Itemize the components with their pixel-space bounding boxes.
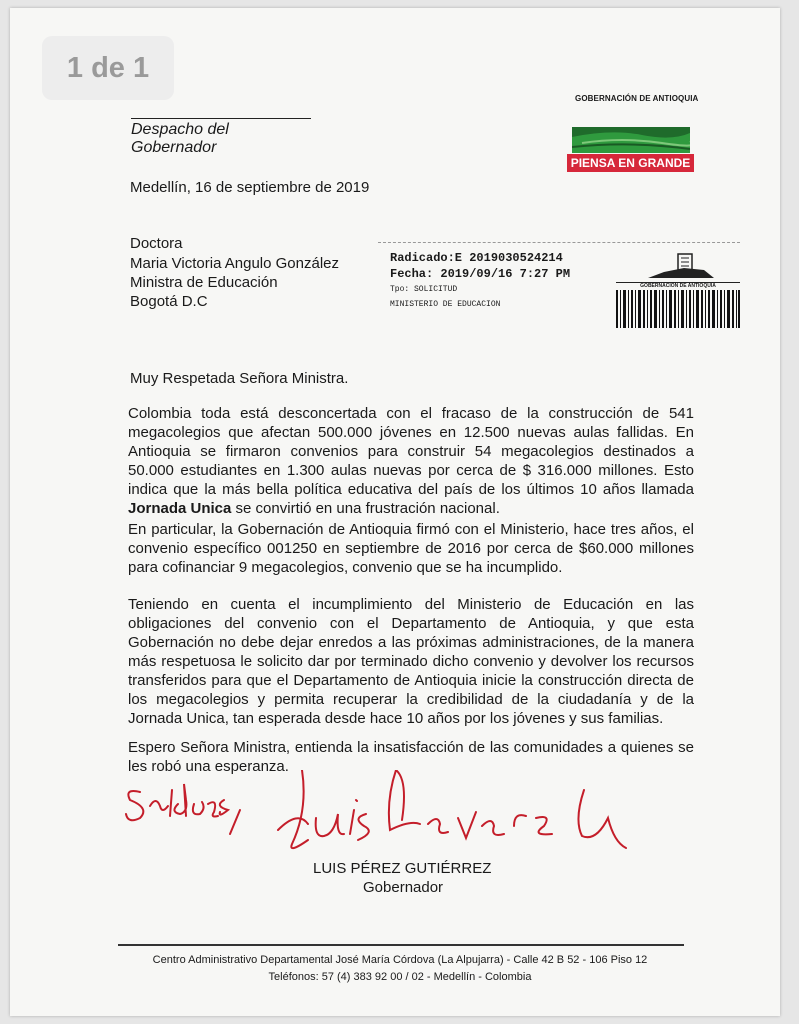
paragraph-1-text-a: Colombia toda está desconcertada con el fracaso de la construcción de 541 megacolegios que afectan 500.000 jóvenes en 12.500 nuevas aulas fallidas. En Antioquia se firmaron convenios para construir 54 megacolegios destinados a 50.000 estudiantes en 1.300 aulas nuevas por cerca de $ 316.000 millones. Esto indica que la más bella política educativa del país de los últimos 10 años llamada [128, 405, 694, 498]
recipient-title: Doctora [130, 235, 183, 252]
stamp-fecha: Fecha: 2019/09/16 7:27 PM [390, 267, 571, 281]
stamp-logo-icon [644, 250, 716, 282]
signer-title: Gobernador [363, 879, 444, 896]
greeting: Muy Respetada Señora Ministra. [130, 370, 349, 387]
barcode-icon [616, 290, 740, 328]
org-name: GOBERNACIÓN DE ANTIOQUIA [575, 94, 699, 103]
stamp-radicado: Radicado:E 2019030524214 [390, 251, 563, 265]
page-indicator: 1 de 1 [42, 36, 174, 100]
signer-name: LUIS PÉREZ GUTIÉRREZ [313, 860, 492, 877]
paragraph-1 [128, 404, 694, 518]
paragraph-1-bold: Jornada Unica [128, 500, 232, 517]
paragraph-2: En particular, la Gobernación de Antioquia firmó con el Ministerio, hace tres años, el convenio específico 001250 en septiembre de 2016 por cerca de $60.000 millones para cofinanciar 9 megacolegios, convenio que se ha incumplido. [128, 521, 694, 576]
date-line: Medellín, 16 de septiembre de 2019 [130, 179, 370, 196]
footer-divider [118, 944, 684, 946]
recipient-city: Bogotá D.C [130, 293, 208, 310]
filing-stamp [390, 250, 570, 312]
handwritten-signature [268, 770, 648, 870]
stamp-divider [378, 242, 740, 245]
paragraph-3: Teniendo en cuenta el incumplimiento del Ministerio de Educación en las obligaciones del convenio con el Departamento de Antioquia, y que esta Gobernación no debe dejar enredos a las próximas administraciones, de la manera más respetuosa le solicito dar por terminado dicho convenio y devolver los recursos transferidos para que el Departamento de Antioquia inicie la construcción directa de los megacolegios y permita recuperar la credibilidad de la ciudadanía y de la Jornada Unica, tan esperada desde hace 10 años por los jóvenes y sus familias. [128, 596, 694, 727]
office-header: Despacho del Gobernador [131, 118, 311, 157]
stamp-destino: MINISTERIO DE EDUCACION [390, 300, 501, 309]
antioquia-logo-icon [572, 127, 690, 153]
footer-phones: Teléfonos: 57 (4) 383 92 00 / 02 - Medellín - Colombia [268, 971, 532, 983]
paragraph-4: Espero Señora Ministra, entienda la insatisfacción de las comunidades a quienes se les robó una esperanza. [128, 739, 694, 775]
stamp-tipo: Tpo: SOLICITUD [390, 285, 458, 294]
recipient-name: Maria Victoria Angulo González [130, 255, 340, 272]
paragraph-1-text-b: se convirtió en una frustración nacional. [235, 500, 500, 517]
recipient-position: Ministra de Educación [130, 274, 278, 291]
stamp-caption: GOBERNACIÓN DE ANTIOQUIA [616, 282, 740, 289]
slogan-banner: PIENSA EN GRANDE [567, 154, 694, 172]
footer-address: Centro Administrativo Departamental José María Córdova (La Alpujarra) - Calle 42 B 52 - 106 Piso 12 [152, 954, 648, 966]
